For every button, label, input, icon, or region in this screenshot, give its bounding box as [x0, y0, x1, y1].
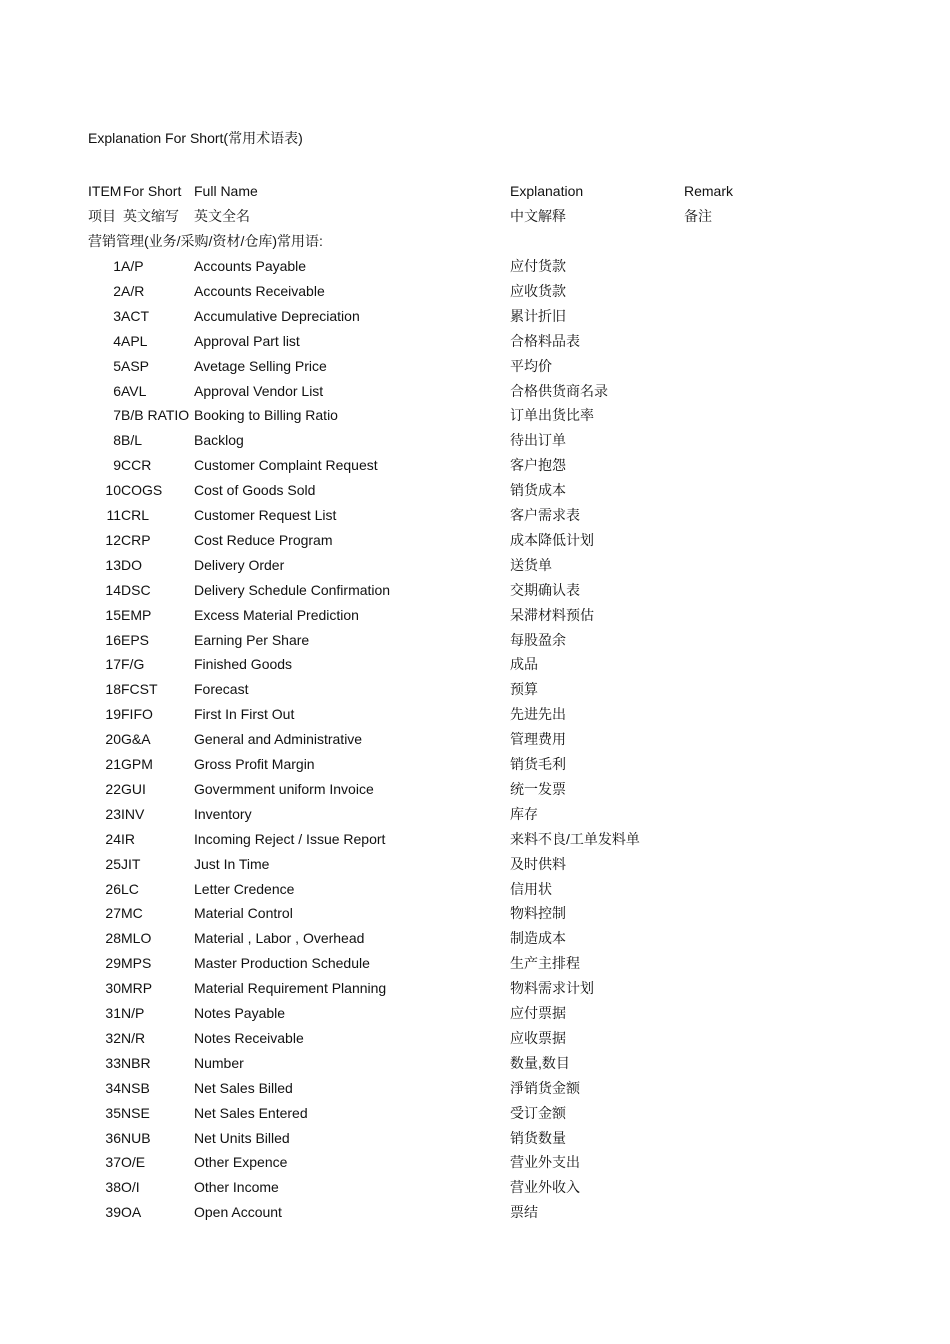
row-number: 23 [105, 805, 121, 822]
row-explanation: 客户抱怨 [510, 457, 566, 474]
row-full-name: Inventory [194, 805, 252, 822]
table-row [0, 929, 950, 954]
row-abbreviation: FCST [121, 681, 158, 698]
row-full-name: Delivery Schedule Confirmation [194, 581, 391, 598]
row-full-name: Approval Part list [194, 332, 300, 349]
row-explanation: 客户需求表 [510, 507, 580, 523]
row-full-name: Material Control [194, 905, 293, 922]
table-row [0, 1004, 950, 1029]
header-remark: Remark [684, 183, 734, 199]
header-remark-zh: 备注 [684, 208, 712, 224]
row-full-name: Material , Labor , Overhead [194, 930, 365, 947]
row-abbreviation: B/B RATIO [121, 407, 190, 424]
row-abbreviation: MLO [121, 930, 152, 947]
row-abbreviation: LC [121, 880, 139, 897]
row-number: 34 [105, 1079, 121, 1096]
row-number: 4 [113, 332, 121, 349]
row-explanation: 应付票据 [510, 1005, 566, 1021]
row-explanation: 物料控制 [510, 905, 566, 922]
row-number: 25 [105, 855, 121, 872]
row-full-name: Just In Time [194, 855, 270, 872]
row-full-name: Accumulative Depreciation [194, 307, 360, 324]
row-full-name: Other Income [194, 1179, 279, 1196]
row-full-name: Approval Vendor List [194, 382, 324, 399]
table-row [0, 780, 950, 805]
row-abbreviation: INV [121, 805, 145, 822]
row-number: 1 [113, 258, 121, 274]
row-explanation: 交期确认表 [510, 581, 580, 598]
row-number: 28 [105, 930, 121, 947]
row-number: 3 [113, 307, 121, 324]
row-abbreviation: A/P [121, 258, 144, 274]
row-full-name: Notes Receivable [194, 1029, 304, 1046]
table-row [0, 1029, 950, 1054]
row-full-name: Net Units Billed [194, 1129, 290, 1146]
row-explanation: 销货成本 [510, 482, 566, 499]
row-number: 19 [105, 706, 121, 723]
row-number: 31 [105, 1005, 121, 1021]
table-row [0, 307, 950, 332]
table-row [0, 631, 950, 656]
table-row [0, 680, 950, 705]
table-row [0, 655, 950, 680]
row-abbreviation: F/G [121, 656, 145, 673]
table-row [0, 606, 950, 631]
table-row [0, 705, 950, 730]
table-row [0, 1153, 950, 1178]
row-abbreviation: OA [121, 1204, 142, 1221]
row-number: 26 [105, 880, 121, 897]
table-row [0, 954, 950, 979]
row-full-name: Customer Complaint Request [194, 457, 378, 474]
section-heading [0, 232, 950, 257]
header-short: For Short [123, 183, 182, 199]
row-number: 24 [105, 830, 121, 847]
row-full-name: Accounts Receivable [194, 282, 325, 299]
row-number: 27 [105, 905, 121, 922]
row-abbreviation: ASP [121, 357, 150, 374]
row-number: 39 [105, 1204, 121, 1221]
row-explanation: 应付货款 [510, 258, 566, 274]
row-number: 11 [106, 507, 121, 523]
row-abbreviation: A/R [121, 282, 145, 299]
row-abbreviation: NSE [121, 1104, 150, 1121]
row-explanation: 先进先出 [510, 706, 566, 723]
row-explanation: 营业外支出 [510, 1154, 580, 1171]
row-number: 7 [113, 407, 121, 424]
table-row [0, 880, 950, 905]
row-abbreviation: GPM [121, 756, 153, 772]
row-explanation: 累计折旧 [510, 307, 566, 324]
header-row-chinese [0, 207, 950, 232]
table-row [0, 730, 950, 755]
table-row [0, 1104, 950, 1129]
page-title: Explanation For Short(常用术语表) [88, 130, 303, 146]
row-full-name: Excess Material Prediction [194, 606, 359, 623]
row-full-name: Earning Per Share [194, 631, 310, 648]
row-number: 14 [105, 581, 121, 598]
row-explanation: 淨销货金额 [510, 1079, 580, 1096]
row-explanation: 销货数量 [510, 1129, 566, 1146]
row-explanation: 送货单 [510, 556, 552, 573]
row-number: 18 [105, 681, 121, 698]
row-number: 2 [113, 282, 121, 299]
row-explanation: 预算 [510, 681, 538, 698]
row-abbreviation: MC [121, 905, 143, 922]
row-number: 15 [105, 606, 121, 623]
row-abbreviation: DO [121, 556, 142, 573]
row-explanation: 成品 [510, 656, 538, 673]
row-number: 21 [105, 756, 121, 772]
header-full-name: Full Name [194, 183, 258, 199]
row-number: 22 [105, 780, 121, 797]
row-abbreviation: CRL [121, 507, 150, 523]
row-abbreviation: FIFO [121, 706, 153, 723]
table-row [0, 805, 950, 830]
table-row [0, 979, 950, 1004]
header-item: ITEM [88, 183, 122, 199]
row-number: 17 [105, 656, 121, 673]
row-explanation: 来料不良/工单发料单 [510, 830, 640, 847]
row-explanation: 票结 [510, 1204, 538, 1221]
table-row [0, 282, 950, 307]
row-full-name: Net Sales Billed [194, 1079, 293, 1096]
row-full-name: Forecast [194, 681, 249, 698]
row-explanation: 受订金额 [510, 1104, 566, 1121]
row-explanation: 订单出货比率 [510, 407, 594, 424]
table-row [0, 556, 950, 581]
table-row [0, 431, 950, 456]
row-explanation: 库存 [510, 805, 538, 822]
row-full-name: Cost of Goods Sold [194, 482, 316, 499]
row-number: 38 [105, 1179, 121, 1196]
row-full-name: Incoming Reject / Issue Report [194, 830, 386, 847]
table-row [0, 855, 950, 880]
row-number: 9 [113, 457, 121, 474]
row-number: 12 [105, 531, 121, 548]
row-full-name: Notes Payable [194, 1005, 286, 1021]
row-abbreviation: NUB [121, 1129, 151, 1146]
table-row [0, 1203, 950, 1228]
row-explanation: 成本降低计划 [510, 531, 594, 548]
row-number: 37 [105, 1154, 121, 1171]
row-explanation: 制造成本 [510, 930, 566, 947]
row-explanation: 管理费用 [510, 731, 566, 748]
table-row [0, 406, 950, 431]
row-abbreviation: NSB [121, 1079, 150, 1096]
row-full-name: General and Administrative [194, 731, 363, 748]
row-explanation: 合格料品表 [510, 332, 580, 349]
row-abbreviation: CRP [121, 531, 151, 548]
row-abbreviation: AVL [121, 382, 147, 399]
row-abbreviation: B/L [121, 432, 143, 449]
row-abbreviation: MRP [121, 980, 153, 997]
table-row [0, 456, 950, 481]
row-number: 16 [105, 631, 121, 648]
table-row [0, 332, 950, 357]
row-explanation: 合格供货商名录 [510, 382, 608, 399]
row-explanation: 统一发票 [510, 780, 566, 797]
row-number: 29 [105, 955, 121, 972]
table-row [0, 357, 950, 382]
row-full-name: Delivery Order [194, 556, 285, 573]
header-full-name-zh: 英文全名 [194, 208, 250, 224]
row-explanation: 应收货款 [510, 282, 566, 299]
table-row [0, 531, 950, 556]
table-row [0, 382, 950, 407]
row-number: 10 [105, 482, 121, 499]
row-number: 30 [105, 980, 121, 997]
row-explanation: 信用状 [510, 880, 552, 897]
row-abbreviation: N/P [121, 1005, 145, 1021]
row-number: 33 [105, 1054, 121, 1071]
row-explanation: 及时供料 [510, 855, 566, 872]
table-row [0, 1079, 950, 1104]
row-number: 6 [113, 382, 121, 399]
row-explanation: 数量,数目 [510, 1054, 570, 1071]
row-number: 36 [105, 1129, 121, 1146]
row-explanation: 平均价 [510, 357, 552, 374]
section-title: 营销管理(业务/采购/资材/仓库)常用语: [88, 233, 323, 249]
row-abbreviation: MPS [121, 955, 152, 972]
row-full-name: Gross Profit Margin [194, 756, 315, 772]
table-row [0, 904, 950, 929]
row-explanation: 生产主排程 [510, 955, 580, 972]
row-abbreviation: EPS [121, 631, 150, 648]
table-row [0, 1178, 950, 1203]
row-full-name: Avetage Selling Price [194, 357, 327, 374]
row-number: 5 [113, 357, 121, 374]
row-full-name: Govermment uniform Invoice [194, 780, 374, 797]
row-abbreviation: NBR [121, 1054, 151, 1071]
row-full-name: Master Production Schedule [194, 955, 370, 972]
row-abbreviation: IR [121, 830, 135, 847]
header-explanation-zh: 中文解释 [510, 208, 566, 224]
row-abbreviation: O/I [121, 1179, 140, 1196]
row-explanation: 应收票据 [510, 1029, 566, 1046]
row-full-name: Material Requirement Planning [194, 980, 387, 997]
table-row [0, 1054, 950, 1079]
row-abbreviation: DSC [121, 581, 151, 598]
row-full-name: Other Expence [194, 1154, 288, 1171]
row-explanation: 物料需求计划 [510, 980, 594, 997]
header-short-zh: 英文缩写 [123, 208, 179, 224]
row-explanation: 每股盈余 [510, 631, 566, 648]
row-abbreviation: CCR [121, 457, 152, 474]
row-abbreviation: EMP [121, 606, 152, 623]
row-full-name: Accounts Payable [194, 258, 307, 274]
header-row-english [0, 182, 950, 207]
row-abbreviation: GUI [121, 780, 146, 797]
row-number: 35 [105, 1104, 121, 1121]
row-abbreviation: JIT [121, 855, 141, 872]
table-row [0, 506, 950, 531]
row-number: 20 [105, 731, 121, 748]
row-full-name: Number [194, 1054, 244, 1071]
row-explanation: 呆滞材料预估 [510, 606, 594, 623]
row-full-name: Letter Credence [194, 880, 295, 897]
table-row [0, 755, 950, 780]
table-row [0, 1129, 950, 1154]
row-full-name: Cost Reduce Program [194, 531, 333, 548]
table-row [0, 481, 950, 506]
table-row [0, 830, 950, 855]
row-full-name: Open Account [194, 1204, 282, 1221]
row-full-name: Net Sales Entered [194, 1104, 308, 1121]
row-abbreviation: O/E [121, 1154, 146, 1171]
row-abbreviation: APL [121, 332, 148, 349]
row-number: 32 [105, 1029, 121, 1046]
row-abbreviation: N/R [121, 1029, 146, 1046]
row-explanation: 待出订单 [510, 432, 566, 449]
row-abbreviation: G&A [121, 731, 151, 748]
table-row [0, 581, 950, 606]
row-explanation: 营业外收入 [510, 1179, 580, 1196]
row-abbreviation: COGS [121, 482, 163, 499]
row-full-name: First In First Out [194, 706, 295, 723]
row-explanation: 销货毛利 [510, 756, 566, 772]
row-full-name: Customer Request List [194, 507, 337, 523]
row-abbreviation: ACT [121, 307, 149, 324]
row-full-name: Booking to Billing Ratio [194, 407, 338, 424]
row-number: 8 [113, 432, 121, 449]
table-row [0, 257, 950, 282]
row-number: 13 [105, 556, 121, 573]
header-item-zh: 项目 [88, 208, 116, 224]
row-full-name: Backlog [194, 432, 244, 449]
header-explanation: Explanation [510, 183, 584, 199]
row-full-name: Finished Goods [194, 656, 293, 673]
